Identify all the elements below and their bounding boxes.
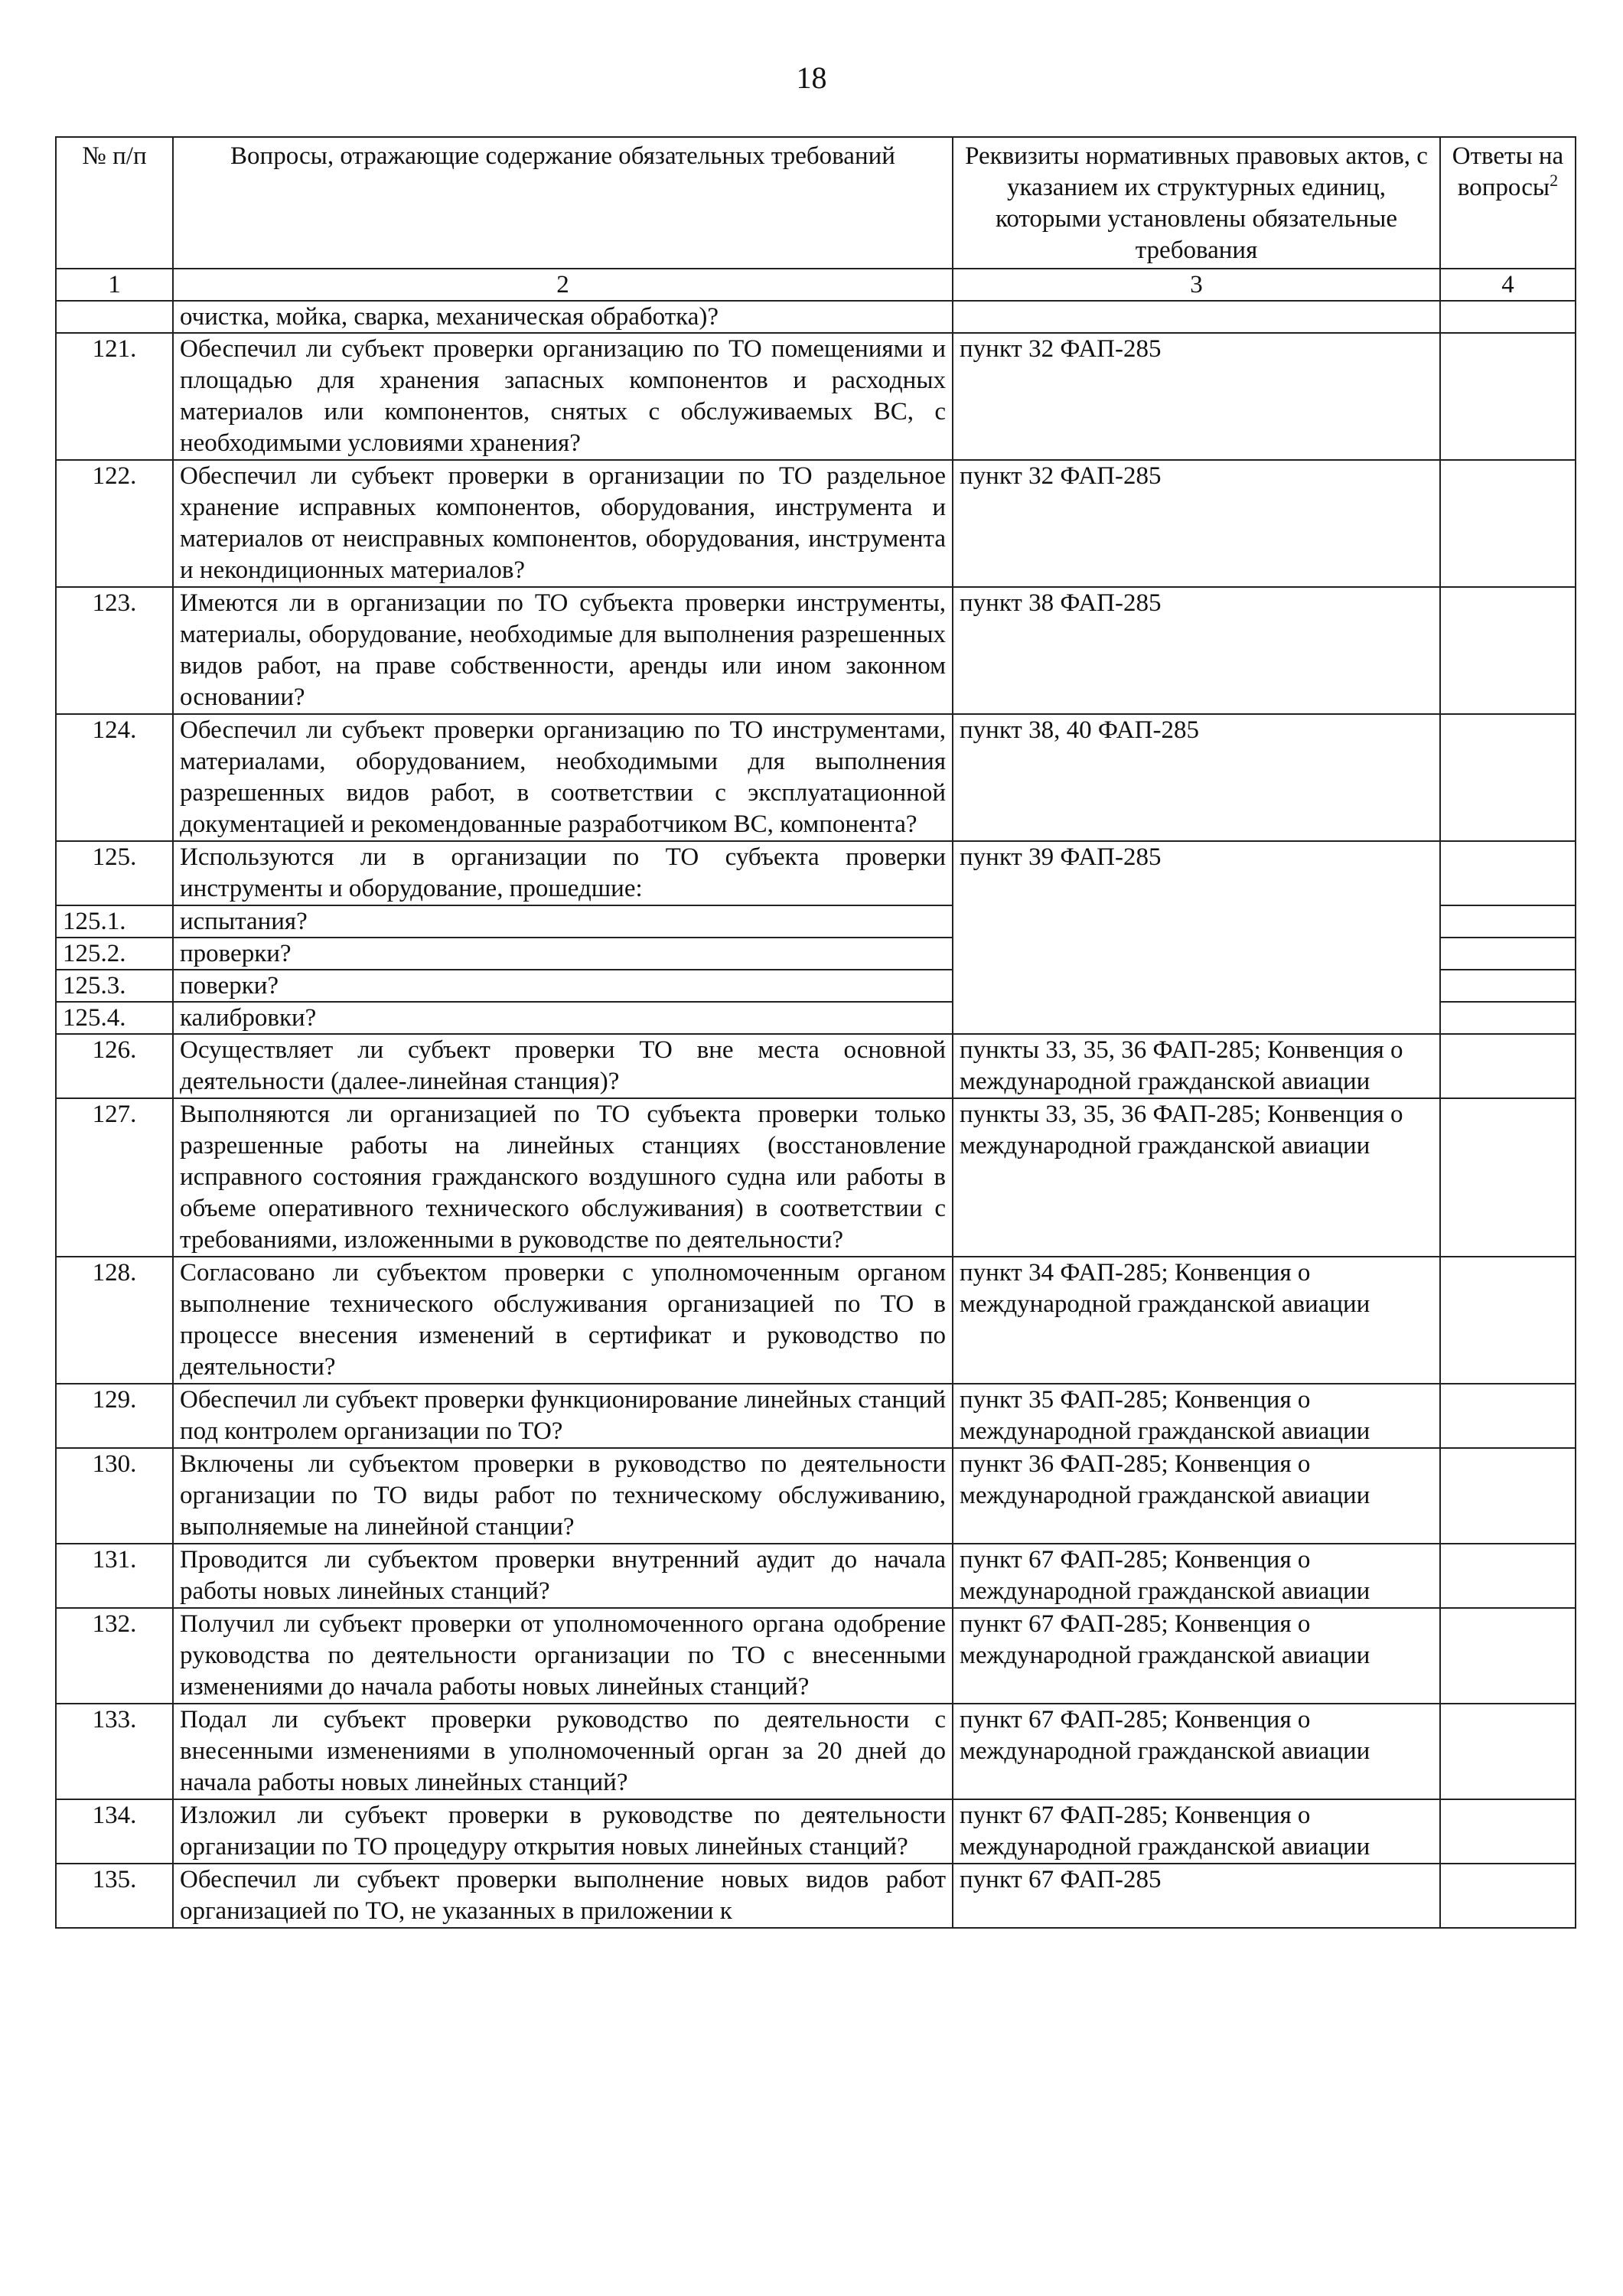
footnote-marker: 2 (1550, 171, 1559, 190)
reference-text: пункт 38 ФАП-285 (953, 587, 1440, 714)
table-row (56, 460, 1576, 587)
question-text: очистка, мойка, сварка, механическая обработка)? (173, 301, 953, 333)
sub-number: 125.1. (56, 905, 173, 938)
reference-text: пункт 67 ФАП-285; Конвенция о международной гражданской авиации (953, 1704, 1440, 1799)
question-text: Используются ли в организации по ТО субъекта проверки инструменты и оборудование, прошедшие: (173, 841, 953, 905)
row-number: 131. (56, 1544, 173, 1608)
table-row (56, 1257, 1576, 1384)
reference-text: пункт 67 ФАП-285; Конвенция о международной гражданской авиации (953, 1608, 1440, 1704)
table-row (56, 1608, 1576, 1704)
reference-text: пункты 33, 35, 36 ФАП-285; Конвенция о международной гражданской авиации (953, 1098, 1440, 1257)
column-index: 2 (173, 269, 953, 301)
table-row (56, 333, 1576, 460)
row-number: 123. (56, 587, 173, 714)
table-row (56, 841, 1576, 905)
reference-text (953, 301, 1440, 333)
question-text: Обеспечил ли субъект проверки организацию по ТО помещениями и площадью для хранения запасных компонентов и расходных материалов или компонентов, снятых с обслуживаемых ВС, с необходимыми условиями хранения? (173, 333, 953, 460)
row-number: 127. (56, 1098, 173, 1257)
answer-cell[interactable] (1440, 970, 1576, 1002)
answer-cell[interactable] (1440, 1002, 1576, 1034)
question-text: Подал ли субъект проверки руководство по деятельности с внесенными изменениями в уполномоченный орган за 20 дней до начала работы новых линейных станций? (173, 1704, 953, 1799)
table-row (56, 714, 1576, 841)
answer-cell[interactable] (1440, 1384, 1576, 1448)
table-row (56, 1704, 1576, 1799)
answer-cell[interactable] (1440, 1034, 1576, 1098)
row-number: 122. (56, 460, 173, 587)
header-number: № п/п (56, 137, 173, 269)
answer-cell[interactable] (1440, 938, 1576, 970)
reference-text: пункт 36 ФАП-285; Конвенция о международной гражданской авиации (953, 1448, 1440, 1544)
table-row (56, 1098, 1576, 1257)
row-number: 135. (56, 1864, 173, 1928)
question-text: Осуществляет ли субъект проверки ТО вне места основной деятельности (далее-линейная станция)? (173, 1034, 953, 1098)
answer-cell[interactable] (1440, 1448, 1576, 1544)
question-text: Проводится ли субъектом проверки внутренний аудит до начала работы новых линейных станций? (173, 1544, 953, 1608)
row-number: 133. (56, 1704, 173, 1799)
answer-cell[interactable] (1440, 1098, 1576, 1257)
table-row (56, 1448, 1576, 1544)
row-number: 129. (56, 1384, 173, 1448)
question-text: Обеспечил ли субъект проверки в организации по ТО раздельное хранение исправных компонентов, оборудования, инструмента и материалов от неисправных компонентов, оборудования, инструмента и некондиционных материалов? (173, 460, 953, 587)
question-text: Обеспечил ли субъект проверки организацию по ТО инструментами, материалами, оборудованием, необходимыми для выполнения разрешенных видов работ, в соответствии с эксплуатационной документацией и рекомендованные разработчиком ВС, компонента? (173, 714, 953, 841)
sub-number: 125.2. (56, 938, 173, 970)
table-row (56, 587, 1576, 714)
answer-cell[interactable] (1440, 1257, 1576, 1384)
column-index: 1 (56, 269, 173, 301)
reference-text: пункт 32 ФАП-285 (953, 460, 1440, 587)
header-references: Реквизиты нормативных правовых актов, с указанием их структурных единиц, которыми установлены обязательные требования (953, 137, 1440, 269)
answer-cell[interactable] (1440, 1799, 1576, 1864)
continuation-row (56, 301, 1576, 333)
answer-cell[interactable] (1440, 301, 1576, 333)
answer-cell[interactable] (1440, 587, 1576, 714)
sub-number: 125.4. (56, 1002, 173, 1034)
table-row (56, 1384, 1576, 1448)
row-number: 124. (56, 714, 173, 841)
row-number: 134. (56, 1799, 173, 1864)
answer-cell[interactable] (1440, 841, 1576, 905)
sub-question-text: поверки? (173, 970, 953, 1002)
row-number (56, 301, 173, 333)
reference-text: пункт 67 ФАП-285; Конвенция о международной гражданской авиации (953, 1799, 1440, 1864)
page-number: 18 (796, 60, 827, 95)
answer-cell[interactable] (1440, 1704, 1576, 1799)
question-text: Имеются ли в организации по ТО субъекта проверки инструменты, материалы, оборудование, необходимые для выполнения разрешенных видов работ, на праве собственности, аренды или ином законном основании? (173, 587, 953, 714)
answer-cell[interactable] (1440, 460, 1576, 587)
column-index: 3 (953, 269, 1440, 301)
answer-cell[interactable] (1440, 1544, 1576, 1608)
reference-text: пункт 67 ФАП-285; Конвенция о международной гражданской авиации (953, 1544, 1440, 1608)
reference-text: пункт 39 ФАП-285 (953, 841, 1440, 1034)
table-body (56, 301, 1576, 1928)
sub-question-text: проверки? (173, 938, 953, 970)
answer-cell[interactable] (1440, 714, 1576, 841)
sub-question-text: испытания? (173, 905, 953, 938)
table-row (56, 1799, 1576, 1864)
reference-text: пункт 35 ФАП-285; Конвенция о международной гражданской авиации (953, 1384, 1440, 1448)
header-questions: Вопросы, отражающие содержание обязательных требований (173, 137, 953, 269)
answer-cell[interactable] (1440, 1608, 1576, 1704)
sub-question-text: калибровки? (173, 1002, 953, 1034)
question-text: Обеспечил ли субъект проверки функционирование линейных станций под контролем организации по ТО? (173, 1384, 953, 1448)
answer-cell[interactable] (1440, 333, 1576, 460)
reference-text: пункт 32 ФАП-285 (953, 333, 1440, 460)
question-text: Выполняются ли организацией по ТО субъекта проверки только разрешенные работы на линейных станциях (восстановление исправного состояния гражданского воздушного судна или работы в объеме оперативного технического обслуживания) в соответствии с требованиями, изложенными в руководстве по деятельности? (173, 1098, 953, 1257)
requirements-table (55, 136, 1576, 1929)
header-row (56, 137, 1576, 269)
row-number: 128. (56, 1257, 173, 1384)
header-answers (1440, 137, 1576, 269)
row-number: 130. (56, 1448, 173, 1544)
column-index-row (56, 269, 1576, 301)
table-row (56, 1864, 1576, 1928)
question-text: Согласовано ли субъектом проверки с уполномоченным органом выполнение технического обслуживания организацией по ТО в процессе внесения изменений в сертификат и руководство по деятельности? (173, 1257, 953, 1384)
table-row (56, 1544, 1576, 1608)
reference-text: пункты 33, 35, 36 ФАП-285; Конвенция о международной гражданской авиации (953, 1034, 1440, 1098)
answer-cell[interactable] (1440, 1864, 1576, 1928)
header-answers-text: Ответы на вопросы (1452, 142, 1564, 201)
question-text: Обеспечил ли субъект проверки выполнение новых видов работ организацией по ТО, не указанных в приложении к (173, 1864, 953, 1928)
question-text: Включены ли субъектом проверки в руководство по деятельности организации по ТО виды работ по техническому обслуживанию, выполняемые на линейной станции? (173, 1448, 953, 1544)
table-row (56, 1034, 1576, 1098)
question-text: Изложил ли субъект проверки в руководстве по деятельности организации по ТО процедуру открытия новых линейных станций? (173, 1799, 953, 1864)
row-number: 126. (56, 1034, 173, 1098)
row-number: 125. (56, 841, 173, 905)
sub-number: 125.3. (56, 970, 173, 1002)
reference-text: пункт 67 ФАП-285 (953, 1864, 1440, 1928)
column-index: 4 (1440, 269, 1576, 301)
reference-text: пункт 34 ФАП-285; Конвенция о международной гражданской авиации (953, 1257, 1440, 1384)
row-number: 121. (56, 333, 173, 460)
row-number: 132. (56, 1608, 173, 1704)
answer-cell[interactable] (1440, 905, 1576, 938)
question-text: Получил ли субъект проверки от уполномоченного органа одобрение руководства по деятельности организации по ТО с внесенными изменениями до начала работы новых линейных станций? (173, 1608, 953, 1704)
reference-text: пункт 38, 40 ФАП-285 (953, 714, 1440, 841)
